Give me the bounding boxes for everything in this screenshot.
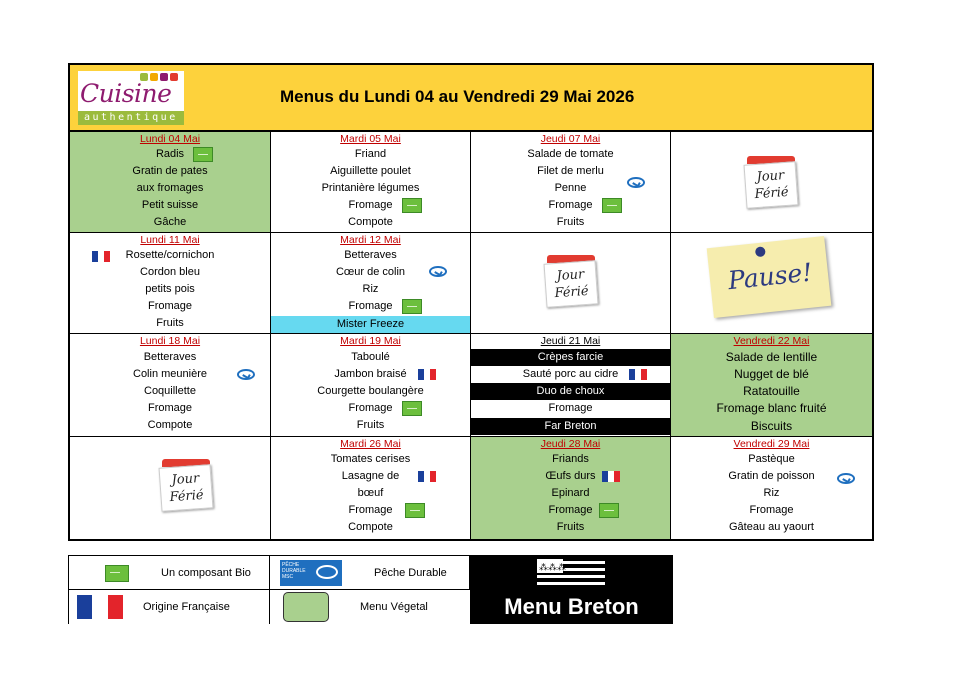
- ferie-line1: Jour: [556, 267, 585, 284]
- menu-cell-vendredi-22: [671, 334, 872, 437]
- msc-label-icon: PÊCHE DURABLE MSC: [280, 560, 342, 586]
- menu-date: Mardi 12 Mai: [340, 234, 401, 246]
- jour-ferie-calendar-icon: [743, 156, 799, 208]
- legend-vegetal: [269, 590, 470, 624]
- menu-cell-mardi-19: [271, 334, 471, 437]
- logo-subtext: authentique: [78, 111, 184, 125]
- menu-item: Salade de lentille: [725, 350, 818, 364]
- menu-item: Fromage blanc fruité: [716, 401, 827, 415]
- menu-date: Mardi 05 Mai: [340, 133, 401, 145]
- menu-item: Œufs durs: [545, 470, 596, 482]
- menu-item: Coquillette: [144, 385, 196, 397]
- menu-item: Pastèque: [748, 453, 795, 465]
- menu-item: Epinard: [551, 487, 590, 499]
- menu-item: Fromage: [548, 504, 593, 516]
- menu-item: Rosette/cornichon: [125, 249, 215, 261]
- legend-peche: [269, 555, 470, 590]
- menu-item: Taboulé: [351, 351, 390, 363]
- menu-item: Fruits: [356, 419, 385, 431]
- menu-item: Radis: [155, 148, 185, 160]
- legend: [68, 555, 673, 624]
- menu-date: Mardi 19 Mai: [340, 335, 401, 347]
- menu-item: Gratin de poisson: [728, 470, 815, 482]
- menu-cell-jeudi-21: [471, 334, 671, 437]
- menu-item: Fromage: [749, 504, 794, 516]
- menu-item: Courgette boulangère: [317, 385, 424, 397]
- menu-item: Fromage: [548, 402, 593, 414]
- menu-cell-mardi-05: [271, 132, 471, 233]
- ferie-line2: Férié: [554, 283, 590, 302]
- menu-cell-jeudi-07: [471, 132, 671, 233]
- legend-peche-label: Pêche Durable: [374, 567, 447, 579]
- push-pin-icon: [755, 246, 766, 257]
- menu-cell-lundi-18: [70, 334, 271, 437]
- menu-item: Jambon braisé: [334, 368, 407, 380]
- menu-item: Ratatouille: [743, 384, 800, 398]
- menu-date: Vendredi 22 Mai: [733, 335, 810, 347]
- menu-item: Nugget de blé: [734, 367, 809, 381]
- menu-item: Compote: [348, 521, 393, 533]
- menu-item: Cœur de colin: [335, 266, 406, 278]
- menu-item: Fruits: [556, 216, 585, 228]
- menu-item: Fromage: [348, 504, 393, 516]
- menu-item: Compote: [147, 419, 193, 431]
- bio-leaf-icon: [402, 198, 422, 213]
- french-flag-icon: [77, 595, 123, 619]
- bio-leaf-icon: [105, 565, 129, 582]
- menu-date: Jeudi 28 Mai: [540, 438, 601, 450]
- bio-leaf-icon: [599, 503, 619, 518]
- menu-header: [70, 65, 872, 132]
- menu-date: Jeudi 21 Mai: [540, 335, 601, 347]
- ferie-line1: Jour: [171, 471, 200, 488]
- msc-fish-icon: [837, 473, 855, 484]
- french-flag-icon: [418, 471, 436, 482]
- menu-item: Compote: [348, 216, 393, 228]
- bio-leaf-icon: [193, 147, 213, 162]
- menu-item: Biscuits: [750, 419, 793, 433]
- jour-ferie-calendar-icon: [158, 459, 214, 511]
- menu-item: Fromage: [348, 402, 393, 414]
- menu-item: Cordon bleu: [140, 266, 200, 278]
- menu-item: Riz: [362, 283, 379, 295]
- menu-item-breton: Far Breton: [471, 418, 670, 435]
- menu-item: Fromage: [147, 300, 193, 312]
- menu-item-breton: Duo de choux: [471, 383, 670, 400]
- menu-cell-jeudi-28: [471, 437, 671, 539]
- menu-item: Friands: [552, 453, 589, 465]
- menu-item: Friand: [354, 148, 387, 160]
- logo-text: Cuisine: [80, 79, 172, 108]
- menu-cell-lundi-04: [70, 132, 271, 233]
- legend-origine-label: Origine Française: [143, 601, 230, 613]
- menu-cell-ferie-08: [671, 132, 872, 233]
- menu-item: Tomates cerises: [330, 453, 411, 465]
- bio-leaf-icon: [405, 503, 425, 518]
- legend-origine: [68, 590, 269, 624]
- menu-item: Colin meunière: [133, 368, 207, 380]
- legend-bio-label: Un composant Bio: [161, 567, 251, 579]
- jour-ferie-calendar-icon: [543, 255, 599, 307]
- menu-item: Filet de merlu: [537, 165, 604, 177]
- pause-text: Pause!: [726, 257, 814, 296]
- menu-item: Fromage: [348, 300, 393, 312]
- menu-cell-vendredi-29: [671, 437, 872, 539]
- french-flag-icon: [602, 471, 620, 482]
- menu-item: Gâche: [153, 216, 187, 228]
- menu-item: Lasagne de: [341, 470, 400, 482]
- french-flag-icon: [629, 369, 647, 380]
- vegetal-swatch: [283, 592, 329, 622]
- menu-cell-mardi-26: [271, 437, 471, 539]
- menu-item: bœuf: [357, 487, 384, 499]
- msc-fish-icon: [429, 266, 447, 277]
- page-title: Menus du Lundi 04 au Vendredi 29 Mai 2026: [280, 87, 635, 106]
- cuisine-logo: [78, 71, 184, 125]
- menu-item-highlight: Mister Freeze: [271, 316, 470, 333]
- menu-item: Betteraves: [143, 351, 197, 363]
- menu-cell-ferie-13: [471, 233, 671, 334]
- legend-bio: [68, 555, 269, 590]
- bio-leaf-icon: [402, 299, 422, 314]
- ferie-line1: Jour: [756, 168, 785, 185]
- menu-item: Riz: [763, 487, 780, 499]
- svg-text:⁂⁂⁂: ⁂⁂⁂: [539, 563, 566, 573]
- menu-item: Fruits: [556, 521, 585, 533]
- ferie-line2: Férié: [169, 487, 205, 506]
- menu-date: Vendredi 29 Mai: [733, 438, 810, 450]
- menu-item: Gâteau au yaourt: [728, 521, 814, 533]
- menu-item: petits pois: [145, 283, 195, 295]
- menu-item: Fromage: [147, 402, 193, 414]
- menu-item: Fruits: [156, 317, 184, 329]
- menu-cell-lundi-11: [70, 233, 271, 334]
- pause-sticky-note: [707, 236, 832, 318]
- legend-breton-label: Menu Breton: [504, 594, 639, 619]
- menu-item: Sauté porc au cidre: [522, 368, 619, 380]
- menu-item: Salade de tomate: [527, 148, 614, 160]
- menu-item: Aiguillette poulet: [330, 165, 411, 177]
- menu-item: Betteraves: [344, 249, 397, 261]
- menu-item-breton: Crèpes farcie: [471, 349, 670, 366]
- msc-fish-icon: [237, 369, 255, 380]
- menu-date: Lundi 18 Mai: [139, 335, 201, 347]
- menu-item: aux fromages: [136, 182, 204, 194]
- legend-breton: [470, 555, 673, 624]
- bio-leaf-icon: [402, 401, 422, 416]
- bio-leaf-icon: [602, 198, 622, 213]
- menu-cell-mardi-12: [271, 233, 471, 334]
- menu-date: Mardi 26 Mai: [340, 438, 401, 450]
- menu-item: Fromage: [548, 199, 593, 211]
- menu-date: Jeudi 07 Mai: [540, 133, 601, 145]
- french-flag-icon: [418, 369, 436, 380]
- menu-date: Lundi 11 Mai: [140, 234, 200, 246]
- ferie-line2: Férié: [754, 184, 790, 203]
- menu-item: Printanière légumes: [321, 182, 420, 194]
- menu-item: Petit suisse: [141, 199, 199, 211]
- msc-fish-icon: [627, 177, 645, 188]
- menu-item: Penne: [554, 182, 587, 194]
- menu-cell-ferie-25: [70, 437, 271, 539]
- gwenn-ha-du-flag-icon: [537, 559, 605, 589]
- menu-item: Fromage: [348, 199, 393, 211]
- legend-vegetal-label: Menu Végetal: [360, 601, 428, 613]
- menu-item: Gratin de pates: [132, 165, 208, 177]
- menu-date: Lundi 04 Mai: [139, 133, 201, 145]
